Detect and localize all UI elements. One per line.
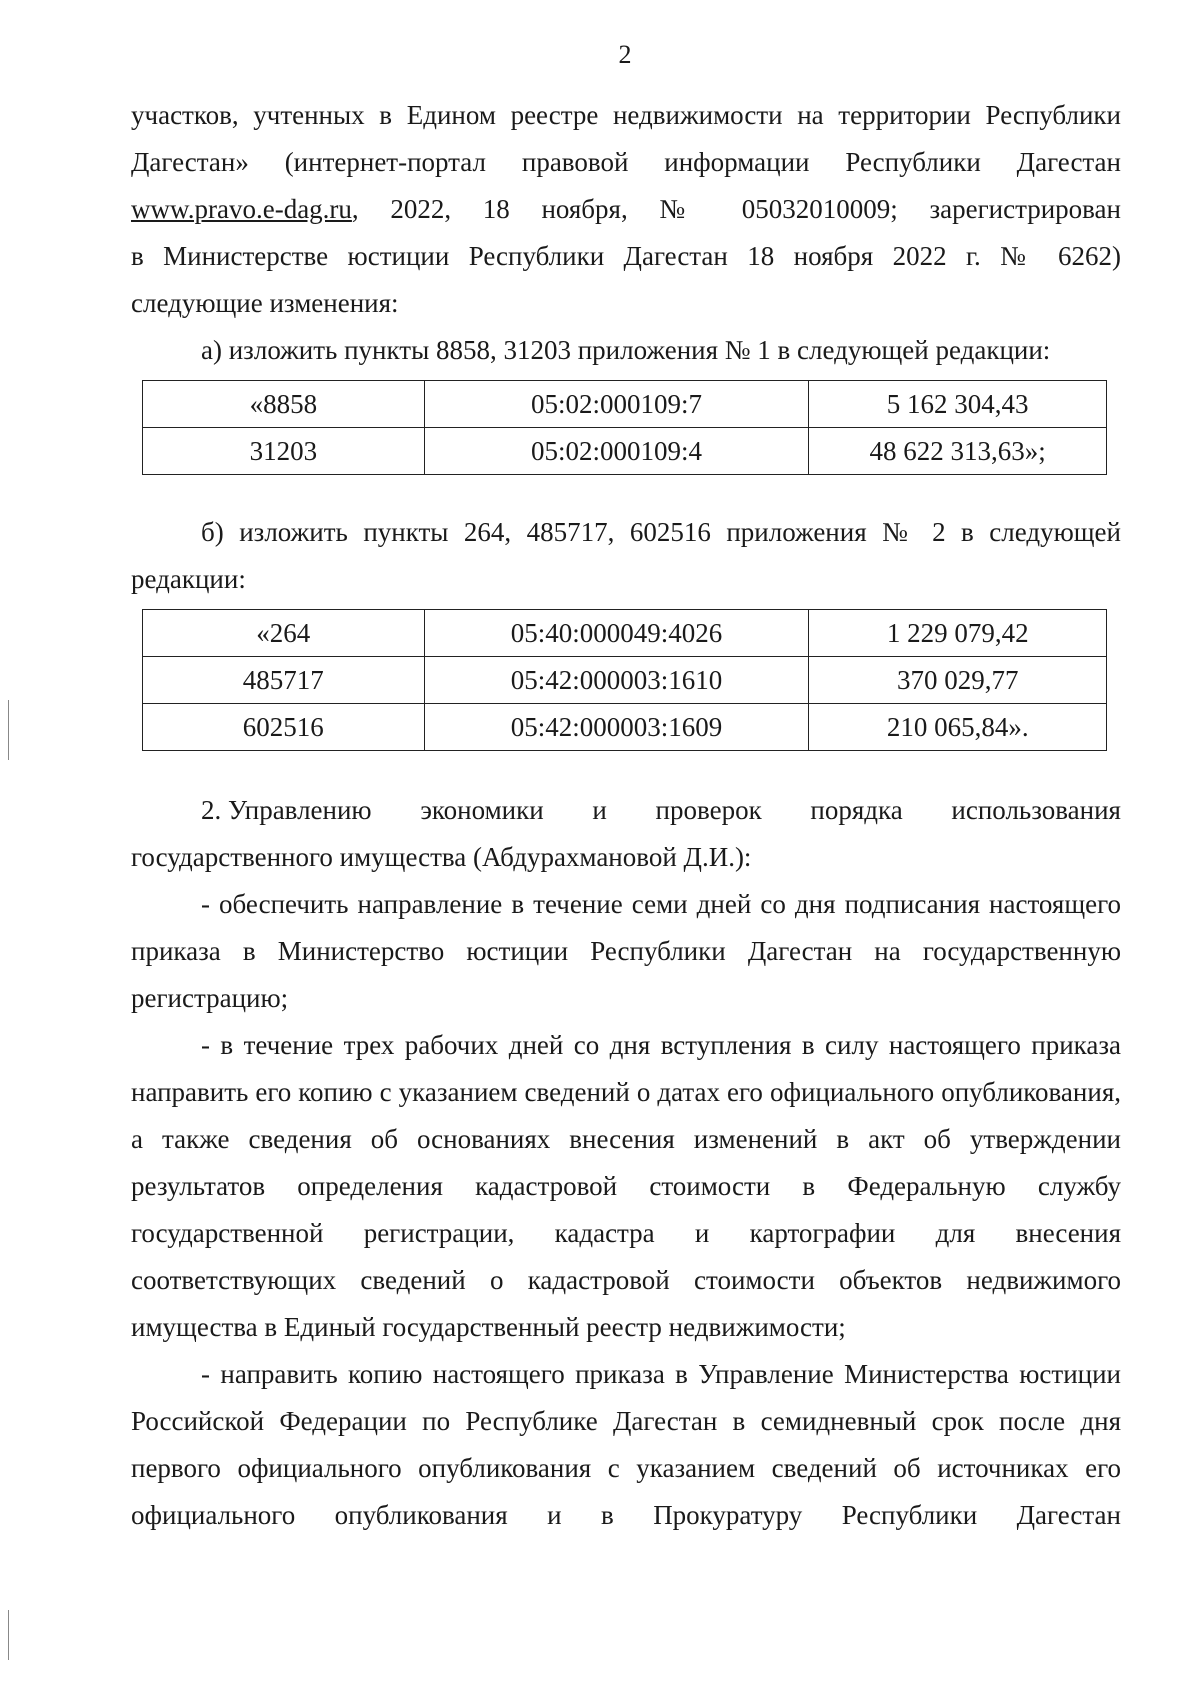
cadastral-number-cell: 05:42:000003:1609 bbox=[424, 704, 809, 751]
word: порядка bbox=[810, 795, 903, 825]
table-appendix-2 bbox=[142, 609, 1107, 751]
word: официального bbox=[131, 1500, 296, 1530]
word: Республики bbox=[841, 1500, 978, 1530]
table-row bbox=[143, 704, 1107, 751]
cadastral-value-cell: 1 229 079,42 bbox=[809, 610, 1107, 657]
cadastral-value-cell: 370 029,77 bbox=[809, 657, 1107, 704]
word: опубликования bbox=[334, 1500, 508, 1530]
paragraph-line: в Министерстве юстиции Республики Дагестан 18 ноября 2022 г. № 6262) bbox=[131, 241, 1121, 271]
cadastral-number-cell: 05:02:000109:7 bbox=[424, 381, 809, 428]
page-number: 2 bbox=[618, 40, 632, 69]
table-row bbox=[143, 610, 1107, 657]
word: в bbox=[601, 1500, 614, 1530]
table-row bbox=[143, 428, 1107, 475]
word: и bbox=[547, 1500, 562, 1530]
scan-mark bbox=[8, 700, 9, 760]
item2-heading-line2: государственного имущества (Абдурахмановой Д.И.): bbox=[131, 842, 752, 872]
cadastral-number-cell: 05:42:000003:1610 bbox=[424, 657, 809, 704]
scan-mark bbox=[8, 1610, 9, 1660]
word: Дагестан bbox=[1016, 1500, 1121, 1530]
word: и bbox=[592, 795, 607, 825]
bullet-3: - направить копию настоящего приказа в Управление Министерства юстиции Российской Федерации по Республике Дагестан в семидневный срок после дня первого официального опубликования с указанием сведений об источниках его bbox=[131, 1359, 1121, 1483]
paragraph-line: следующие изменения: bbox=[131, 288, 399, 318]
portal-link[interactable]: www.pravo.e-dag.ru bbox=[131, 194, 352, 224]
cadastral-number-cell: 05:40:000049:4026 bbox=[424, 610, 809, 657]
cadastral-number-cell: 05:02:000109:4 bbox=[424, 428, 809, 475]
table-appendix-1 bbox=[142, 380, 1107, 475]
word: экономики bbox=[420, 795, 544, 825]
row-number-cell: 31203 bbox=[143, 428, 425, 475]
last-line bbox=[131, 1492, 1121, 1539]
document-body bbox=[131, 92, 1121, 1539]
row-number-cell: 485717 bbox=[143, 657, 425, 704]
row-number-cell: «8858 bbox=[143, 381, 425, 428]
row-number-cell: «264 bbox=[143, 610, 425, 657]
paragraph-line: Дагестан» (интернет-портал правовой информации Республики Дагестан bbox=[131, 147, 1121, 177]
row-number-cell: 602516 bbox=[143, 704, 425, 751]
word: использования bbox=[951, 795, 1121, 825]
word: 2. Управлению bbox=[201, 795, 372, 825]
bullet-1: - обеспечить направление в течение семи дней со дня подписания настоящего приказа в Министерство юстиции Республики Дагестан на государственную регистрацию; bbox=[131, 889, 1121, 1013]
cadastral-value-cell: 5 162 304,43 bbox=[809, 381, 1107, 428]
table-row bbox=[143, 381, 1107, 428]
subitem-a: а) изложить пункты 8858, 31203 приложения № 1 в следующей редакции: bbox=[201, 335, 1051, 365]
cadastral-value-cell: 48 622 313,63»; bbox=[809, 428, 1107, 475]
paragraph-line-rest: , 2022, 18 ноября, № 05032010009; зарегистрирован bbox=[351, 194, 1121, 224]
word: проверок bbox=[655, 795, 762, 825]
table-row bbox=[143, 657, 1107, 704]
subitem-b: б) изложить пункты 264, 485717, 602516 приложения № 2 в следующей редакции: bbox=[131, 517, 1121, 594]
paragraph-line: участков, учтенных в Едином реестре недвижимости на территории Республики bbox=[131, 100, 1121, 130]
paragraph-line bbox=[131, 186, 1121, 233]
bullet-2: - в течение трех рабочих дней со дня вступления в силу настоящего приказа направить его копию с указанием сведений о датах его официального опубликования, а также сведения об основаниях внесения изменений в акт об утверждении результатов определения кадастровой стоимости в Федеральную службу государственной регистрации, кадастра и картографии для внесения соответствующих сведений о кадастровой стоимости объектов недвижимого имущества в Единый государственный реестр недвижимости; bbox=[131, 1030, 1121, 1342]
item2-heading bbox=[131, 787, 1121, 834]
word: Прокуратуру bbox=[653, 1500, 803, 1530]
cadastral-value-cell: 210 065,84». bbox=[809, 704, 1107, 751]
